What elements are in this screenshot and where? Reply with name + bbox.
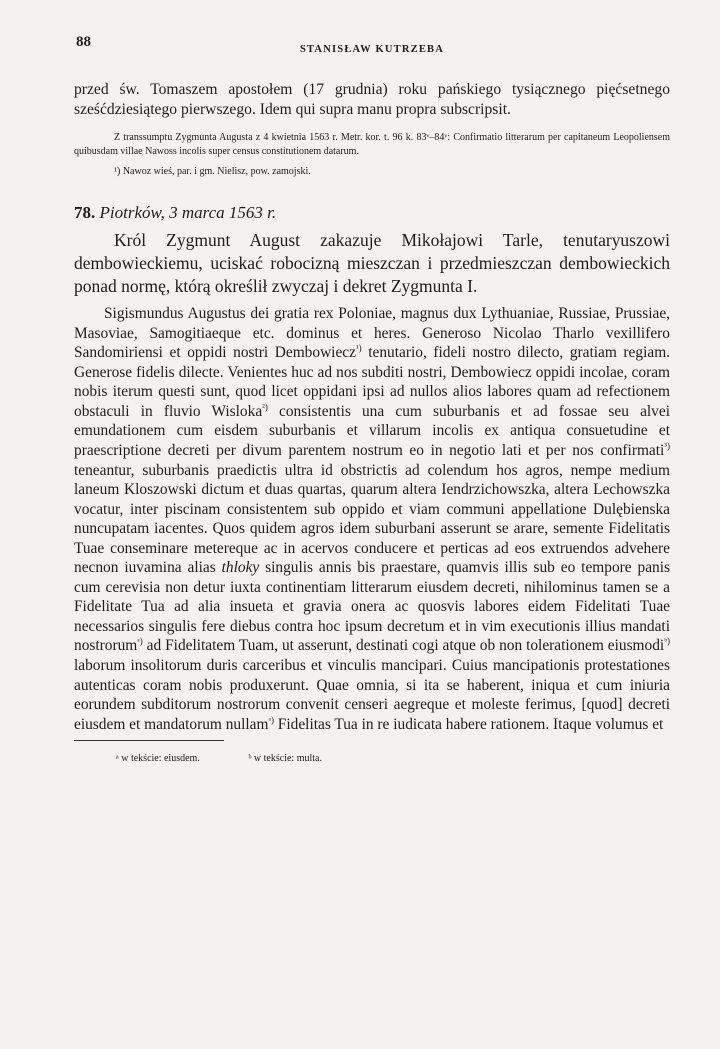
- running-title: STANISŁAW KUTRZEBA: [299, 44, 445, 55]
- latin-text: [74, 304, 670, 734]
- document-regest: Król Zygmunt August zakazuje Mikołajowi Tarle, tenutaryuszowi dembowieckiemu, uciskać robocizną mieszczan i przedmieszczan dembowieckich ponad normę, którą określił zwyczaj i dekret Zygmunta I.: [74, 230, 670, 297]
- latin-segment: singulis annis bis praestare, quamvis illis sub eo tempore panis cum cerevisia non detur iuxta continentiam litterarum eiusdem decreti, nihilominus tamen se a Fidelitate Tua ad alia insueta et gravia onera ac quosvis labores eidem Fidelitati Tuae necessarios singulis fere diebus contra hoc ipsum decretum et in vim executionis illius mandati nostrorum: [74, 559, 670, 655]
- book-page: [74, 34, 670, 764]
- latin-segment: Sigismundus Augustus dei gratia rex Poloniae, magnus dux Lythuaniae, Russiae, Prussiae, Masoviae, Samogitiaeque etc. dominus et heres. Generoso Nicolao Tharlo vexillifero Sandomiriensi et oppidi nostri Dembowiecz: [74, 305, 670, 362]
- italic-term: thloky: [221, 559, 260, 577]
- footnote-marker: ᵃ): [137, 636, 143, 647]
- footnote-marker: ᵇ): [664, 636, 670, 647]
- latin-segment: laborum insolitorum duris carceribus et vinculis mancipari. Cuius mancipationis protestationes autenticas coram nobis produxerunt. Quae omnia, si ita se haberent, iniqua et cum iniuria eorundem subditorum nostrorum convenit censeri aegreque et moleste ferimus, [quod] decreti eiusdem et mandatorum nullam: [74, 657, 670, 733]
- latin-segment: Fidelitas Tua in re iudicata habere rationem. Itaque volumus et: [273, 715, 664, 733]
- intro-paragraph: przed św. Tomaszem apostołem (17 grudnia) roku pańskiego tysiącznego pięćsetnego sześćdziesiątego pierwszego. Idem qui supra manu propra subscripsit.: [74, 81, 670, 118]
- latin-segment: ad Fidelitatem Tuam, ut asserunt, destinati cogi atque ob non tolerationem eiusmodi: [142, 637, 665, 655]
- footnote-1: ¹) Nawoz wieś, par. i gm. Nielisz, pow. zamojski.: [114, 166, 311, 178]
- latin-segment: tenutario, fideli nostro dilecto, gratiam regiam. Generose fidelis dilecte. Venientes huc ad nos subditi nostri, Dembowiecz oppidi incolae, coram nobis iterum questi sunt, quod licet oppidani ipsi ad nullos alios labores quam ad refectionem obstaculi in fluvio Wisloka: [74, 344, 671, 420]
- source-note: Z transsumptu Zygmunta Augusta z 4 kwietnia 1563 r. Metr. kor. t. 96 k. 83ᵛ–84ᵛ: Confirmatio litterarum per capitaneum Leopoliensem quibusdam villae Nawoss incolis super census constitutionem datarum.: [74, 132, 670, 158]
- document-number: 78.: [74, 203, 96, 223]
- latin-segment: teneantur, suburbanis praedictis ultra id obstrictis ad colendum hos agros, nempe medium laneum Kloszowski dictum et duas quartas, quarum altera Iendrzichowszka, altera Lechowszka vocatur, inter piscinam consistentem sub oppido et viam communi appellatione Dulębienska nuncupatam iacentes. Quos quidem agros idem suburbani asserunt se arare, semente Fidelitatis Tuae conseminare metereque ac in acervos conducere et perticas ad eos extruendos advehere necnon iuvamina alias: [74, 461, 670, 577]
- document-heading: [74, 203, 670, 223]
- textual-note-a: ᵃ w tekście: eiusdem.: [116, 753, 200, 765]
- document-place-date: Piotrków, 3 marca 1563 r.: [99, 203, 277, 223]
- footnote-rule: [74, 740, 224, 741]
- footnote-marker: ¹): [355, 343, 362, 354]
- latin-segment: consistentis una cum suburbanis et ad fossae seu alvei emundationem cum eisdem suburbanis et villarum incolis ex antiqua consuetudine et praescriptione decreti per divum parentem nostrum eo in negotio lati et per nos confirmati: [74, 402, 670, 460]
- page-header: [74, 34, 670, 60]
- textual-note-b: ᵇ w tekście: multa.: [248, 753, 322, 765]
- footnote-marker: ᵃ): [268, 714, 274, 725]
- footnote-marker: ³): [664, 440, 670, 451]
- page-number: 88: [76, 34, 91, 50]
- footnote-marker: ²): [262, 401, 268, 412]
- textual-notes: [74, 753, 670, 764]
